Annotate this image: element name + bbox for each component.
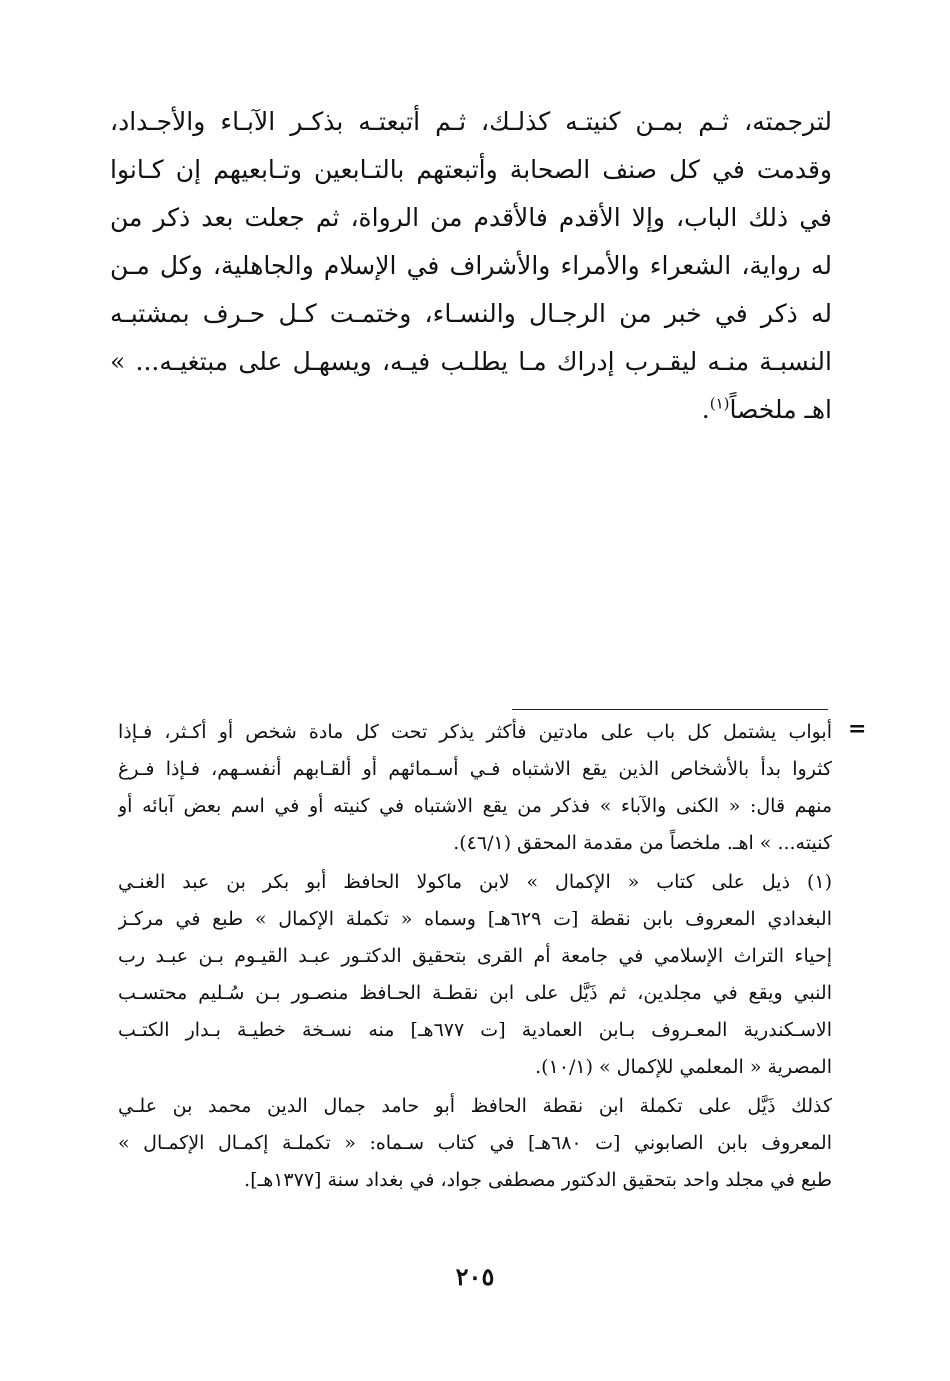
- main-line: لترجمته، ثـم بمـن كنيتـه كذلـك، ثـم أتبعتـه بذكـر الآبـاء والأجـداد،: [110, 107, 832, 136]
- main-line: له رواية، الشعراء والأمراء والأشراف في الإسلام والجاهلية، وكل مـن: [110, 251, 832, 280]
- main-line-last: [110, 386, 832, 434]
- main-line: له ذكر في خبر من الرجـال والنسـاء، وختمـت كـل حـرف بمشتبـه: [110, 299, 832, 328]
- footnote-continuation-mark: =: [848, 716, 867, 742]
- main-text-block: [110, 98, 832, 434]
- page-number: ٢٠٥: [455, 1262, 495, 1291]
- footnotes-block: [118, 714, 832, 1199]
- footnote-line: الاسـكندرية المعـروف بـابن العمادية [ت ٦٧٧هـ] منه نسـخة خطيـة بـدار الكتـب: [118, 1019, 832, 1041]
- footnote-line: (١) ذيل على كتاب « الإكمال » لابن ماكولا الحافظ أبو بكر بن عبد الغنـي: [118, 871, 832, 893]
- main-line-text: اهـ ملخصاً: [729, 395, 832, 424]
- main-line: النسبـة منـه ليقـرب إدراك مـا يطلـب فيـه، ويسهـل على مبتغيـه... »: [110, 347, 832, 376]
- footnote-separator: [512, 709, 828, 710]
- footnote-line: المصرية « المعلمي للإكمال » (١٠/١).: [535, 1056, 832, 1078]
- footnote-line: طبع في مجلد واحد بتحقيق الدكتور مصطفى جواد، في بغداد سنة [١٣٧٧هـ].: [244, 1169, 832, 1191]
- footnote-line: النبي ويقع في مجلدين، ثم ذَيَّل على ابن نقطـة الحـافظ منصـور بـن سُـليم محتسـب: [118, 982, 832, 1004]
- footnote-line: المعروف بابن الصابوني [ت ٦٨٠هـ] في كتاب سـماه: « تكملـة إكمـال الإكمـال »: [118, 1132, 832, 1154]
- end-punctuation: .: [701, 395, 710, 424]
- footnote-line: كنيته... » اهـ. ملخصاً من مقدمة المحقق (٤٦/١).: [453, 832, 832, 854]
- footnote-line: منهم قال: « الكنى والآباء » فذكر من يقع الاشتباه في كنيته أو في اسم بعض آبائه أو: [118, 795, 832, 817]
- footnote-line: كذلك ذَيَّل على تكملة ابن نقطة الحافظ أبو حامد جمال الدين محمد بن علـي: [118, 1095, 832, 1117]
- main-line: وقدمت في كل صنف الصحابة وأتبعتهم بالتـابعين وتـابعيهم إن كـانوا: [110, 155, 832, 184]
- footnote-reference: (١): [709, 394, 730, 413]
- footnote-line: البغدادي المعروف بابن نقطة [ت ٦٢٩هـ] وسماه « تكملة الإكمال » طبع في مركـز: [118, 908, 832, 930]
- footnote-line: كثروا بدأ بالأشخاص الذين يقع الاشتباه فـي أسـمائهم أو ألقـابهم أنفسـهم، فـإذا فـرغ: [118, 758, 832, 780]
- footnote-line: إحياء التراث الإسلامي في جامعة أم القرى بتحقيق الدكتـور عبـد القيـوم بـن عبـد رب: [118, 945, 832, 967]
- footnote-line: أبواب يشتمل كل باب على مادتين فأكثر يذكر تحت كل مادة شخص أو أكـثر، فـإذا: [118, 721, 832, 743]
- main-line: في ذلك الباب، وإلا الأقدم فالأقدم من الرواة، ثم جعلت بعد ذكر من: [110, 203, 832, 232]
